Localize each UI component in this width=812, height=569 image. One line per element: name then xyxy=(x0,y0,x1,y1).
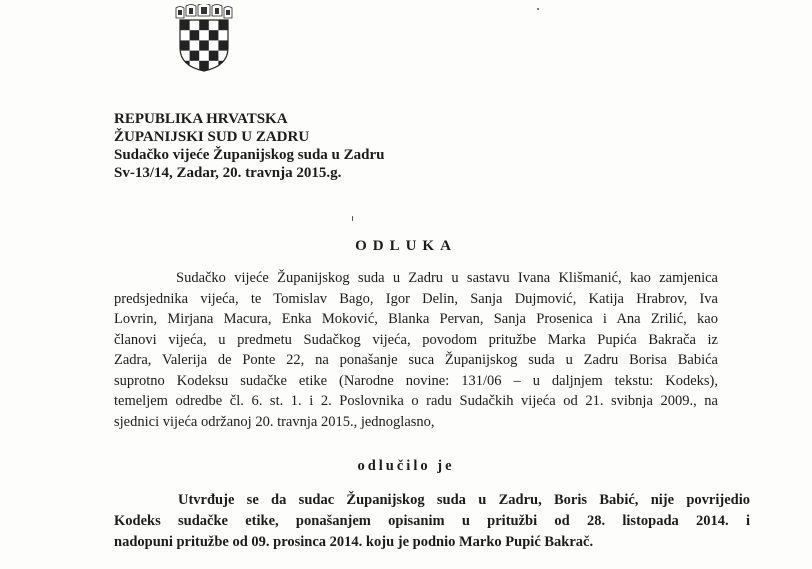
header-council: Sudačko vijeće Županijskog suda u Zadru xyxy=(114,147,385,163)
header-republic: REPUBLIKA HRVATSKA xyxy=(114,111,288,127)
verdict-line: Utvrđuje se da sudac Županijskog suda u Zadru, Boris Babić, nije povrijedio xyxy=(178,492,750,508)
body-line: Lovrin, Mirjana Macura, Enka Moković, Blanka Pervan, Sanja Prosenica i Ana Zrilić, kao xyxy=(114,311,718,327)
document-title: ODLUKA xyxy=(355,238,457,254)
body-paragraph xyxy=(114,268,718,432)
verdict-paragraph xyxy=(114,490,750,553)
body-line: Zadra, Valerija de Ponte 22, na ponašanje suca Županijskog suda u Zadru Borisa Babića xyxy=(114,352,718,368)
body-line: suprotno Kodeksu sudačke etike (Narodne novine: 131/06 – u daljnjem tekstu: Kodeks), xyxy=(114,372,718,389)
scan-speck xyxy=(537,8,539,10)
scan-speck xyxy=(352,216,353,221)
court-header xyxy=(114,110,385,182)
body-line: predsjednika vijeća, te Tomislav Bago, Igor Delin, Sanja Dujmović, Katija Hrabrov, Iva xyxy=(114,290,718,307)
croatian-coat-of-arms-icon xyxy=(172,4,236,72)
decision-heading: odlučilo je xyxy=(357,458,455,474)
body-line: članovi vijeća, u predmetu Sudačkog vijeća, povodom pritužbe Marka Pupića Bakrača iz xyxy=(114,331,718,348)
body-line: sjednici vijeća održanoj 20. travnja 2015., jednoglasno, xyxy=(114,413,435,430)
header-case-reference: Sv-13/14, Zadar, 20. travnja 2015.g. xyxy=(114,165,342,181)
body-line: temeljem odredbe čl. 6. st. 1. i 2. Poslovnika o radu Sudačkih vijeća od 21. svibnja 2009., na xyxy=(114,393,718,409)
verdict-line: Kodeks sudačke etike, ponašanjem opisanim u pritužbi od 28. listopada 2014. i xyxy=(114,513,750,529)
body-line: Sudačko vijeće Županijskog suda u Zadru u sastavu Ivana Klišmanić, kao zamjenica xyxy=(176,270,718,286)
header-court: ŽUPANIJSKI SUD U ZADRU xyxy=(114,129,310,145)
verdict-line: nadopuni pritužbe od 09. prosinca 2014. koju je podnio Marko Pupić Bakrač. xyxy=(114,534,594,550)
